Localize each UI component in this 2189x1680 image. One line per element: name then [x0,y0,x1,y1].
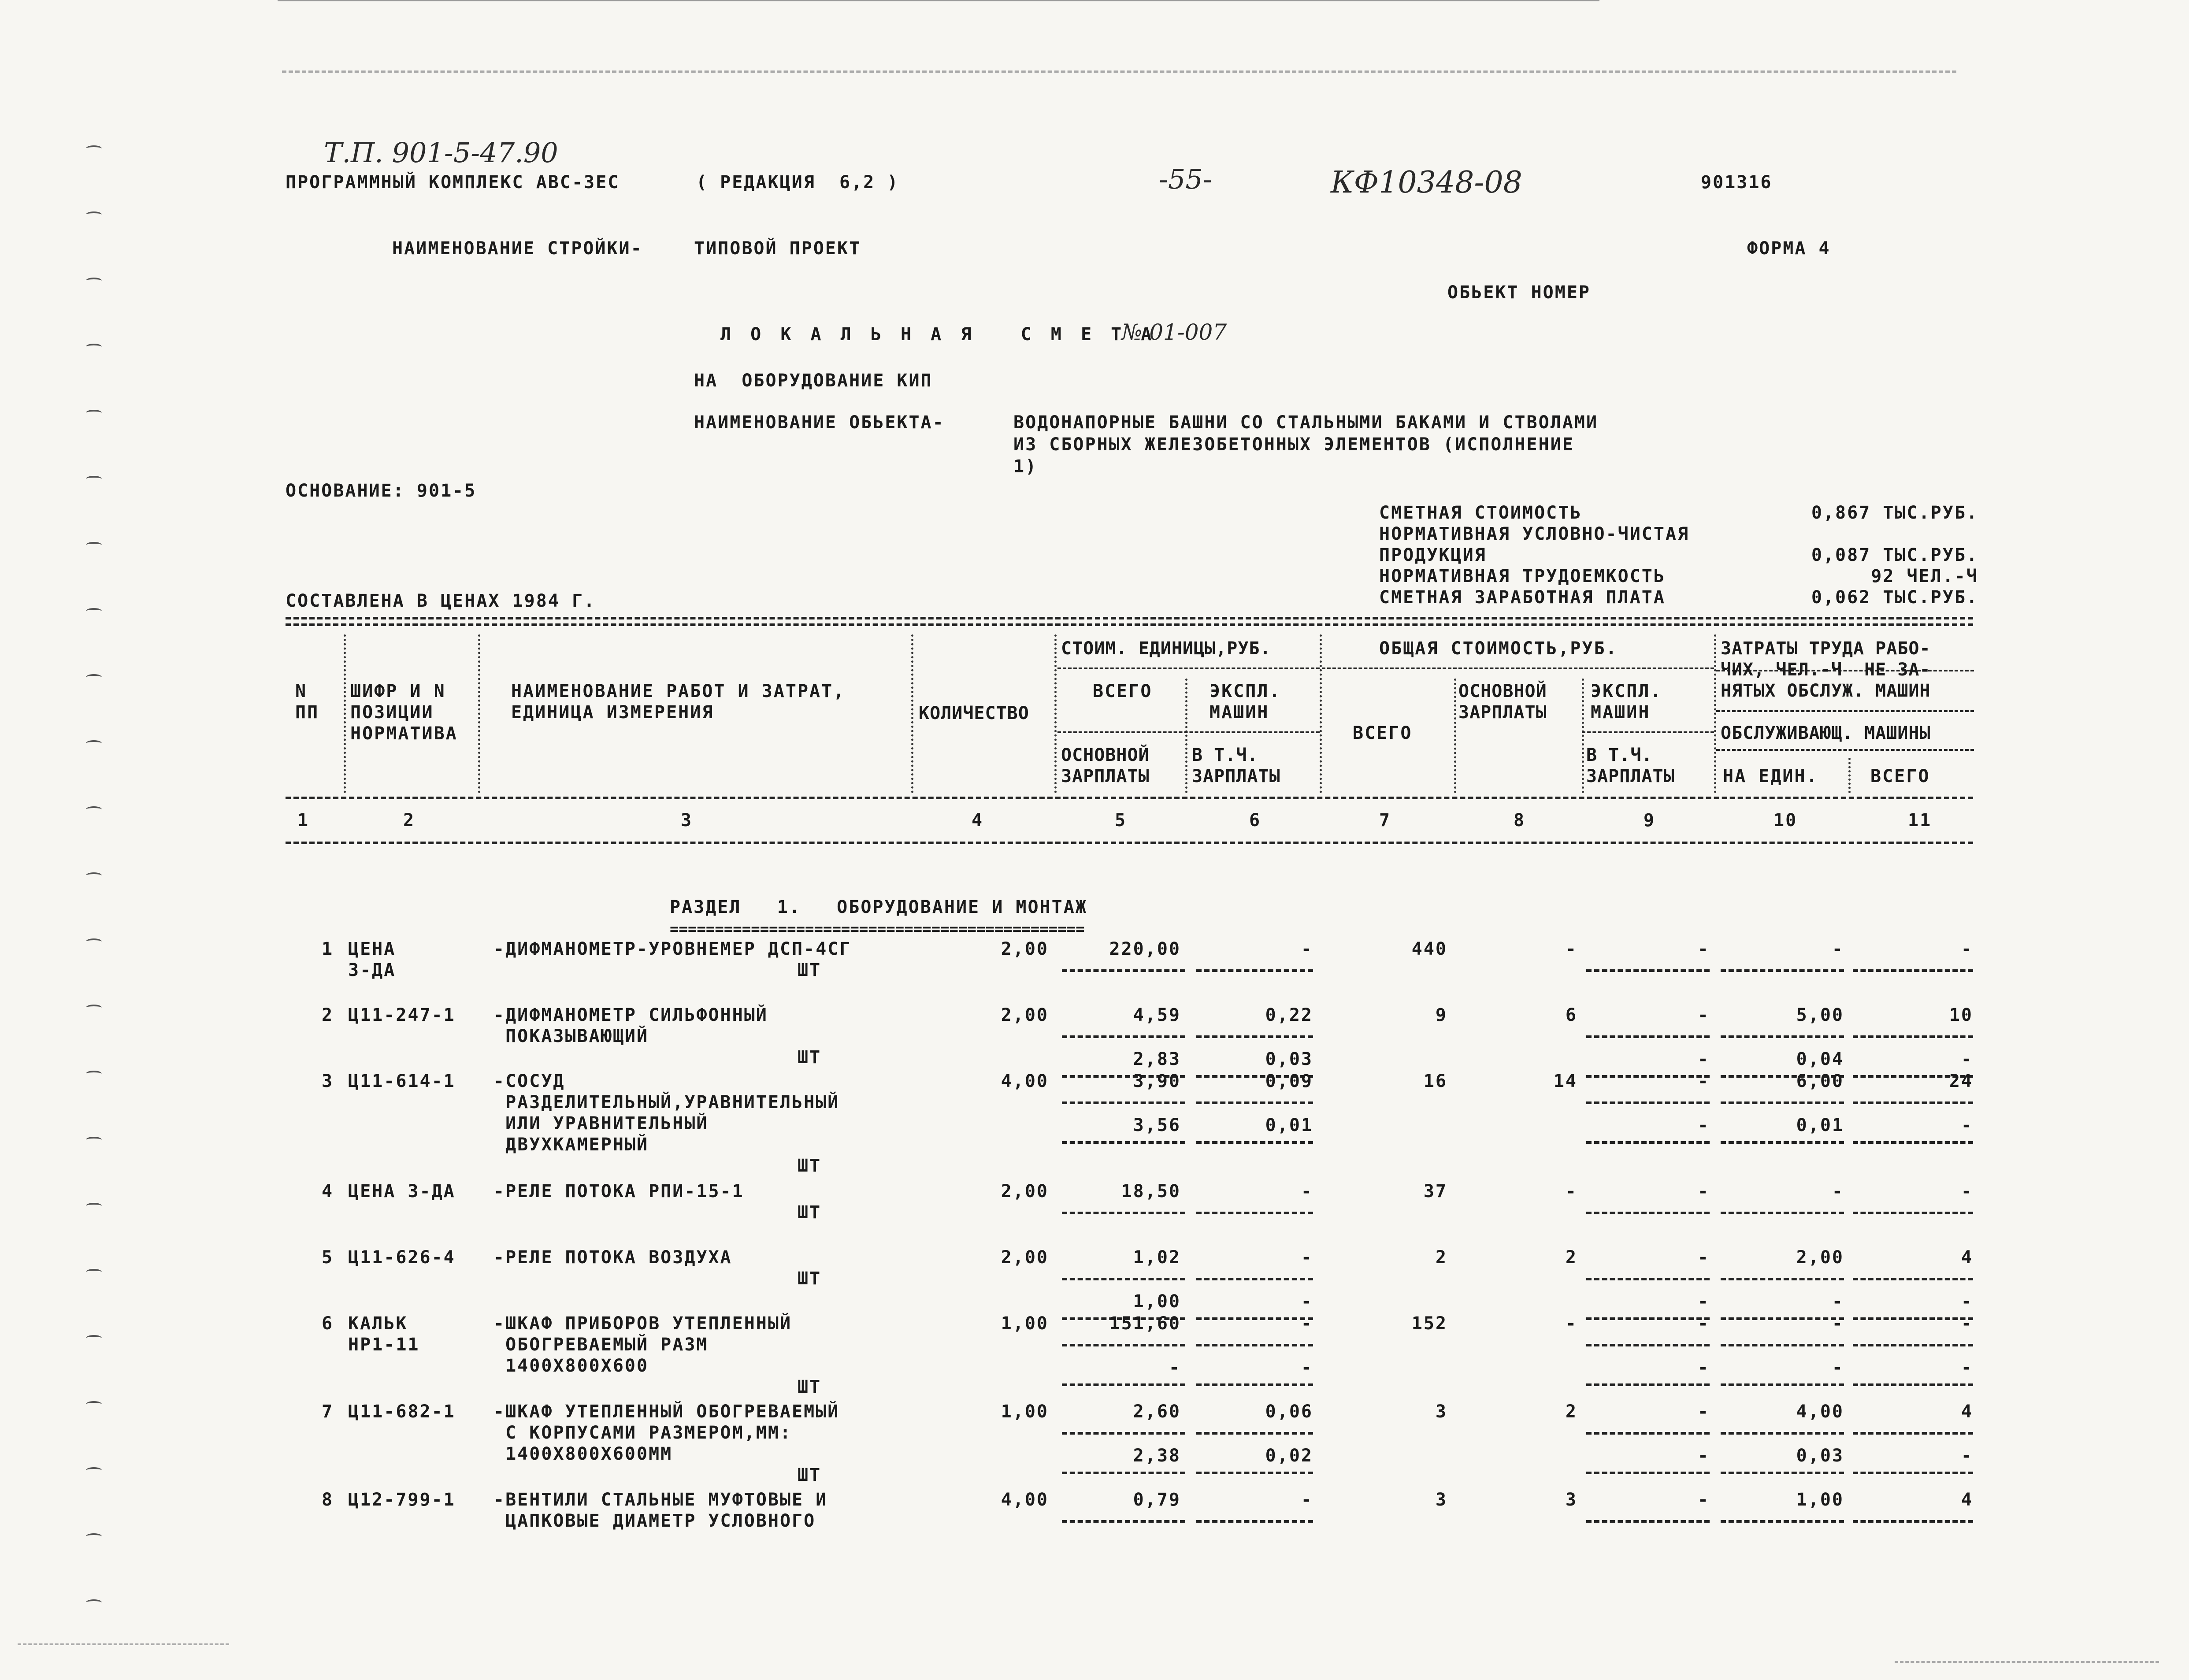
col-6a-header: ЭКСПЛ. МАШИН [1210,681,1281,723]
row-c10: 5,00 [1796,1005,1844,1025]
cell-rule [1196,1520,1313,1523]
cell-rule [1721,1472,1844,1474]
cell-rule [1721,1212,1844,1214]
divider [286,797,1973,799]
cell-rule [1721,969,1844,972]
col-number: 7 [1379,810,1391,831]
cell-rule [1586,1101,1710,1104]
row-c10: 6,00 [1796,1071,1844,1091]
row-c11: - [1961,1181,1973,1202]
cell-rule [1196,1344,1313,1346]
row-number: 4 [322,1181,334,1202]
object-name-line-2: ИЗ СБОРНЫХ ЖЕЛЕЗОБЕТОННЫХ ЭЛЕМЕНТОВ (ИСПОЛНЕНИЕ [1013,434,1574,455]
row-code: ЦЕНА 3-ДА [348,1181,456,1202]
col-1-header: N ПП [295,681,319,723]
object-name-line-1: ВОДОНАПОРНЫЕ БАШНИ СО СТАЛЬНЫМИ БАКАМИ И СТВОЛАМИ [1013,412,1599,433]
scan-top-line [278,0,1599,1]
cell-rule [1062,1344,1185,1346]
row-c6: - [1301,1313,1313,1334]
row-c11b: - [1961,1291,1973,1312]
cell-rule [1062,1278,1185,1280]
summary-label: СМЕТНАЯ СТОИМОСТЬ [1379,503,1582,523]
row-c5: 4,59 [1133,1005,1181,1025]
cell-rule [1062,1520,1185,1523]
row-c9: - [1697,1005,1710,1025]
cell-rule [1196,1472,1313,1474]
construction-label: НАИМЕНОВАНИЕ СТРОЙКИ- [392,238,643,259]
object-label: НАИМЕНОВАНИЕ ОБЬЕКТА- [694,412,945,433]
row-c8: 6 [1565,1005,1577,1025]
row-name: -РЕЛЕ ПОТОКА ВОЗДУХА [493,1247,732,1268]
row-qty: 2,00 [1001,939,1049,959]
form-code: 901316 [1701,172,1773,193]
edition: ( РЕДАКЦИЯ 6,2 ) [696,172,899,193]
row-c7: 152 [1411,1313,1447,1334]
cell-rule [1196,1212,1313,1214]
row-c6b: - [1301,1291,1313,1312]
divider [286,623,1973,626]
row-c7: 9 [1435,1005,1447,1025]
cell-rule [1062,1035,1185,1038]
row-c8: 2 [1565,1247,1577,1268]
cell-rule [1586,1317,1710,1320]
row-c7: 3 [1435,1490,1447,1510]
row-c7: 3 [1435,1402,1447,1422]
cell-rule [1586,1432,1710,1435]
cell-rule [1062,1141,1185,1144]
row-c10: - [1832,939,1844,959]
row-code: ЦЕНА 3-ДА [348,939,396,980]
row-c6: - [1301,1181,1313,1202]
row-number: 1 [322,939,334,959]
row-c5: 0,79 [1133,1490,1181,1510]
cell-rule [1062,969,1185,972]
row-c11b: - [1961,1357,1973,1378]
col-number: 8 [1514,810,1526,831]
cell-rule [1853,1344,1973,1346]
row-c5b: 2,83 [1133,1049,1181,1069]
object-number-label: ОБЬЕКТ НОМЕР [1447,282,1591,303]
cell-rule [1062,1212,1185,1214]
row-c5: 220,00 [1109,939,1181,959]
col-2-header: ШИФР И N ПОЗИЦИИ НОРМАТИВА [350,681,458,744]
row-c8: 3 [1565,1490,1577,1510]
row-c9: - [1697,1313,1710,1334]
scan-dash-line [282,70,1956,73]
row-c6: - [1301,1247,1313,1268]
row-c9: - [1697,1490,1710,1510]
cell-rule [1853,1317,1973,1320]
row-unit: ШТ [798,1268,822,1289]
row-c10b: 0,04 [1796,1049,1844,1069]
program-name: ПРОГРАММНЫЙ КОМПЛЕКС АВС-ЗЕС [286,172,620,193]
col-number: 6 [1249,810,1261,831]
col-6b-header: В Т.Ч. ЗАРПЛАТЫ [1192,745,1280,786]
row-c7: 37 [1423,1181,1447,1202]
col-number: 2 [403,810,416,831]
row-name: -ВЕНТИЛИ СТАЛЬНЫЕ МУФТОВЫЕ И ЦАПКОВЫЕ ДИАМЕТР УСЛОВНОГО [493,1490,828,1531]
cell-rule [1721,1520,1844,1523]
row-unit: ШТ [798,1047,822,1068]
row-c11: 4 [1961,1402,1973,1422]
row-c6b: 0,01 [1265,1115,1313,1135]
row-name: -ШКАФ УТЕПЛЕННЫЙ ОБОГРЕВАЕМЫЙ С КОРПУСАМИ РАЗМЕРОМ,ММ: 1400Х800Х600ММ [493,1402,840,1464]
col-4-header: КОЛИЧЕСТВО [919,703,1029,723]
row-c10b: 0,03 [1796,1446,1844,1466]
row-qty: 2,00 [1001,1181,1049,1202]
row-code: Ц11-626-4 [348,1247,456,1268]
row-code: Ц11-614-1 [348,1071,456,1091]
row-c10b: - [1832,1357,1844,1378]
row-c8: - [1565,1313,1577,1334]
handwritten-estimate-number: № 01-007 [1121,319,1227,345]
row-c6: - [1301,1490,1313,1510]
summary-value: 0,867 ТЫС.РУБ. [1811,503,1978,523]
summary-label: ПРОДУКЦИЯ [1379,545,1487,565]
section-title: РАЗДЕЛ 1. ОБОРУДОВАНИЕ И МОНТАЖ [670,897,1087,917]
cell-rule [1586,1141,1710,1144]
cell-rule [1062,1383,1185,1386]
row-c10b: - [1832,1291,1844,1312]
row-code: Ц12-799-1 [348,1490,456,1510]
cell-rule [1853,1472,1973,1474]
row-number: 3 [322,1071,334,1091]
cell-rule [1196,1141,1313,1144]
cell-rule [1062,1432,1185,1435]
row-c11b: - [1961,1049,1973,1069]
row-c9: - [1697,939,1710,959]
basis: ОСНОВАНИЕ: 901-5 [286,481,477,501]
row-name: -РЕЛЕ ПОТОКА РПИ-15-1 [493,1181,744,1202]
document-title: Л О К А Л Ь Н А Я С М Е Т А [720,324,1156,345]
row-qty: 2,00 [1001,1247,1049,1268]
cell-rule [1196,1035,1313,1038]
row-c5b: - [1169,1357,1181,1378]
cell-rule [1853,1520,1973,1523]
cell-rule [1586,1472,1710,1474]
cell-rule [1196,969,1313,972]
row-c5b: 3,56 [1133,1115,1181,1135]
summary-value: 0,087 ТЫС.РУБ. [1811,545,1978,565]
summary-label: НОРМАТИВНАЯ ТРУДОЕМКОСТЬ [1379,566,1666,586]
col-11-header: ВСЕГО [1870,766,1930,786]
row-c6: 0,06 [1265,1402,1313,1422]
row-name: -ДИФМАНОМЕТР СИЛЬФОННЫЙ ПОКАЗЫВАЮЩИЙ [493,1005,768,1046]
row-c6: - [1301,939,1313,959]
labor-machines-header: ОБСЛУЖИВАЮЩ. МАШИНЫ [1721,723,1931,743]
row-qty: 1,00 [1001,1402,1049,1422]
row-c10: - [1832,1181,1844,1202]
row-name: -СОСУД РАЗДЕЛИТЕЛЬНЫЙ,УРАВНИТЕЛЬНЫЙ ИЛИ УРАВНИТЕЛЬНЫЙ ДВУХКАМЕРНЫЙ [493,1071,840,1155]
cell-rule [1196,1278,1313,1280]
summary-label: СМЕТНАЯ ЗАРАБОТНАЯ ПЛАТА [1379,587,1666,608]
row-c5: 18,50 [1121,1181,1181,1202]
row-c5: 151,60 [1109,1313,1181,1334]
row-unit: ШТ [798,1202,822,1223]
row-c8: - [1565,1181,1577,1202]
row-c8: 2 [1565,1402,1577,1422]
handwritten-page-number: -55- [1159,163,1212,195]
row-c7: 16 [1423,1071,1447,1091]
cell-rule [1721,1278,1844,1280]
row-c6: 0,09 [1265,1071,1313,1091]
cell-rule [1721,1035,1844,1038]
document-subtitle: НА ОБОРУДОВАНИЕ КИП [694,371,933,391]
handwritten-document-code: КФ10348-08 [1331,165,1522,200]
col-number: 10 [1773,810,1798,831]
row-code: КАЛЬК НР1-11 [348,1313,420,1355]
row-c8: - [1565,939,1577,959]
row-unit: ШТ [798,1465,822,1485]
row-qty: 2,00 [1001,1005,1049,1025]
row-name: -ДИФМАНОМЕТР-УРОВНЕМЕР ДСП-4СГ [493,939,852,959]
row-number: 8 [322,1490,334,1510]
cell-rule [1586,1278,1710,1280]
col-number: 4 [972,810,984,831]
cell-rule [1721,1344,1844,1346]
row-c9b: - [1697,1446,1710,1466]
row-c9b: - [1697,1291,1710,1312]
col-9a-header: ЭКСПЛ. МАШИН [1591,681,1662,723]
col-number: 9 [1644,810,1656,831]
row-number: 2 [322,1005,334,1025]
cell-rule [1853,1432,1973,1435]
col-5b-header: ОСНОВНОЙ ЗАРПЛАТЫ [1061,745,1150,786]
row-c9: - [1697,1181,1710,1202]
col-7-header: ВСЕГО [1353,723,1413,743]
row-c9b: - [1697,1049,1710,1069]
summary-value: 92 ЧЕЛ.-Ч [1871,566,1978,586]
cell-rule [1196,1383,1313,1386]
cell-rule [1853,1212,1973,1214]
row-c11b: - [1961,1115,1973,1135]
handwritten-project-code: Т.П. 901-5-47.90 [324,137,558,169]
cell-rule [1853,1141,1973,1144]
summary-label: НОРМАТИВНАЯ УСЛОВНО-ЧИСТАЯ [1379,524,1690,544]
col-number: 5 [1115,810,1127,831]
row-c5: 1,02 [1133,1247,1181,1268]
price-base: СОСТАВЛЕНА В ЦЕНАХ 1984 Г. [286,591,596,611]
row-c11: - [1961,939,1973,959]
row-qty: 4,00 [1001,1071,1049,1091]
cell-rule [1721,1383,1844,1386]
row-unit: ШТ [798,1156,822,1176]
row-c6b: 0,02 [1265,1446,1313,1466]
row-qty: 1,00 [1001,1313,1049,1334]
row-c10: 4,00 [1796,1402,1844,1422]
cell-rule [1853,1101,1973,1104]
row-c8: 14 [1553,1071,1577,1091]
row-c11: 10 [1949,1005,1973,1025]
col-number: 3 [681,810,693,831]
row-number: 7 [322,1402,334,1422]
row-c11b: - [1961,1446,1973,1466]
row-code: Ц11-247-1 [348,1005,456,1025]
col-8-header: ОСНОВНОЙ ЗАРПЛАТЫ [1458,681,1547,723]
construction-value: ТИПОВОЙ ПРОЕКТ [694,238,861,259]
cell-rule [1196,1432,1313,1435]
scan-bottom-line-left [18,1643,229,1645]
row-c11: 4 [1961,1247,1973,1268]
divider [286,842,1973,844]
row-c10: - [1832,1313,1844,1334]
cell-rule [1196,1101,1313,1104]
cell-rule [1586,1344,1710,1346]
cell-rule [1062,1101,1185,1104]
summary-value: 0,062 ТЫС.РУБ. [1811,587,1978,608]
cell-rule [1062,1472,1185,1474]
row-c11: 24 [1949,1071,1973,1091]
labor-header: ЗАТРАТЫ ТРУДА РАБО- ЧИХ, ЧЕЛ.-Ч НЕ ЗА- НЯТЫХ ОБСЛУЖ. МАШИН [1721,638,1931,701]
row-c5: 3,90 [1133,1071,1181,1091]
cell-rule [1853,1278,1973,1280]
cell-rule [1586,969,1710,972]
row-c5: 2,60 [1133,1402,1181,1422]
cell-rule [1196,1317,1313,1320]
row-c9b: - [1697,1357,1710,1378]
row-code: Ц11-682-1 [348,1402,456,1422]
col-3-header: НАИМЕНОВАНИЕ РАБОТ И ЗАТРАТ, ЕДИНИЦА ИЗМЕРЕНИЯ [511,681,846,723]
row-c11: 4 [1961,1490,1973,1510]
col-10-header: НА ЕДИН. [1723,766,1818,786]
row-number: 5 [322,1247,334,1268]
col-number: 1 [297,810,310,831]
col-9b-header: В Т.Ч. ЗАРПЛАТЫ [1586,745,1675,786]
cell-rule [1721,1432,1844,1435]
row-c5b: 1,00 [1133,1291,1181,1312]
row-c11: - [1961,1313,1973,1334]
row-c9b: - [1697,1115,1710,1135]
cell-rule [1586,1520,1710,1523]
col-5a-header: ВСЕГО [1093,681,1153,701]
cell-rule [1721,1317,1844,1320]
row-c6: 0,22 [1265,1005,1313,1025]
row-unit: ШТ [798,960,822,980]
row-unit: ШТ [798,1377,822,1397]
col-number: 11 [1908,810,1932,831]
row-c10: 2,00 [1796,1247,1844,1268]
row-number: 6 [322,1313,334,1334]
row-c7: 2 [1435,1247,1447,1268]
scan-bottom-line [1895,1661,2159,1663]
cell-rule [1853,969,1973,972]
cell-rule [1586,1075,1710,1078]
divider [286,617,1973,619]
row-c5b: 2,38 [1133,1446,1181,1466]
section-rule: ============================================== [670,920,1085,938]
total-cost-header: ОБЩАЯ СТОИМОСТЬ,РУБ. [1379,638,1618,659]
row-c6b: 0,03 [1265,1049,1313,1069]
cell-rule [1586,1035,1710,1038]
row-c6b: - [1301,1357,1313,1378]
row-c9: - [1697,1247,1710,1268]
row-c9: - [1697,1071,1710,1091]
row-c10b: 0,01 [1796,1115,1844,1135]
object-name-line-3: 1) [1013,456,1038,477]
cell-rule [1721,1141,1844,1144]
cell-rule [1853,1035,1973,1038]
cell-rule [1586,1383,1710,1386]
row-name: -ШКАФ ПРИБОРОВ УТЕПЛЕННЫЙ ОБОГРЕВАЕМЫЙ РАЗМ 1400Х800Х600 [493,1313,792,1376]
form-number: ФОРМА 4 [1747,238,1831,259]
row-c10: 1,00 [1796,1490,1844,1510]
row-c7: 440 [1411,939,1447,959]
unit-cost-header: СТОИМ. ЕДИНИЦЫ,РУБ. [1061,638,1271,659]
row-c9: - [1697,1402,1710,1422]
row-qty: 4,00 [1001,1490,1049,1510]
cell-rule [1721,1101,1844,1104]
cell-rule [1586,1212,1710,1214]
cell-rule [1853,1383,1973,1386]
